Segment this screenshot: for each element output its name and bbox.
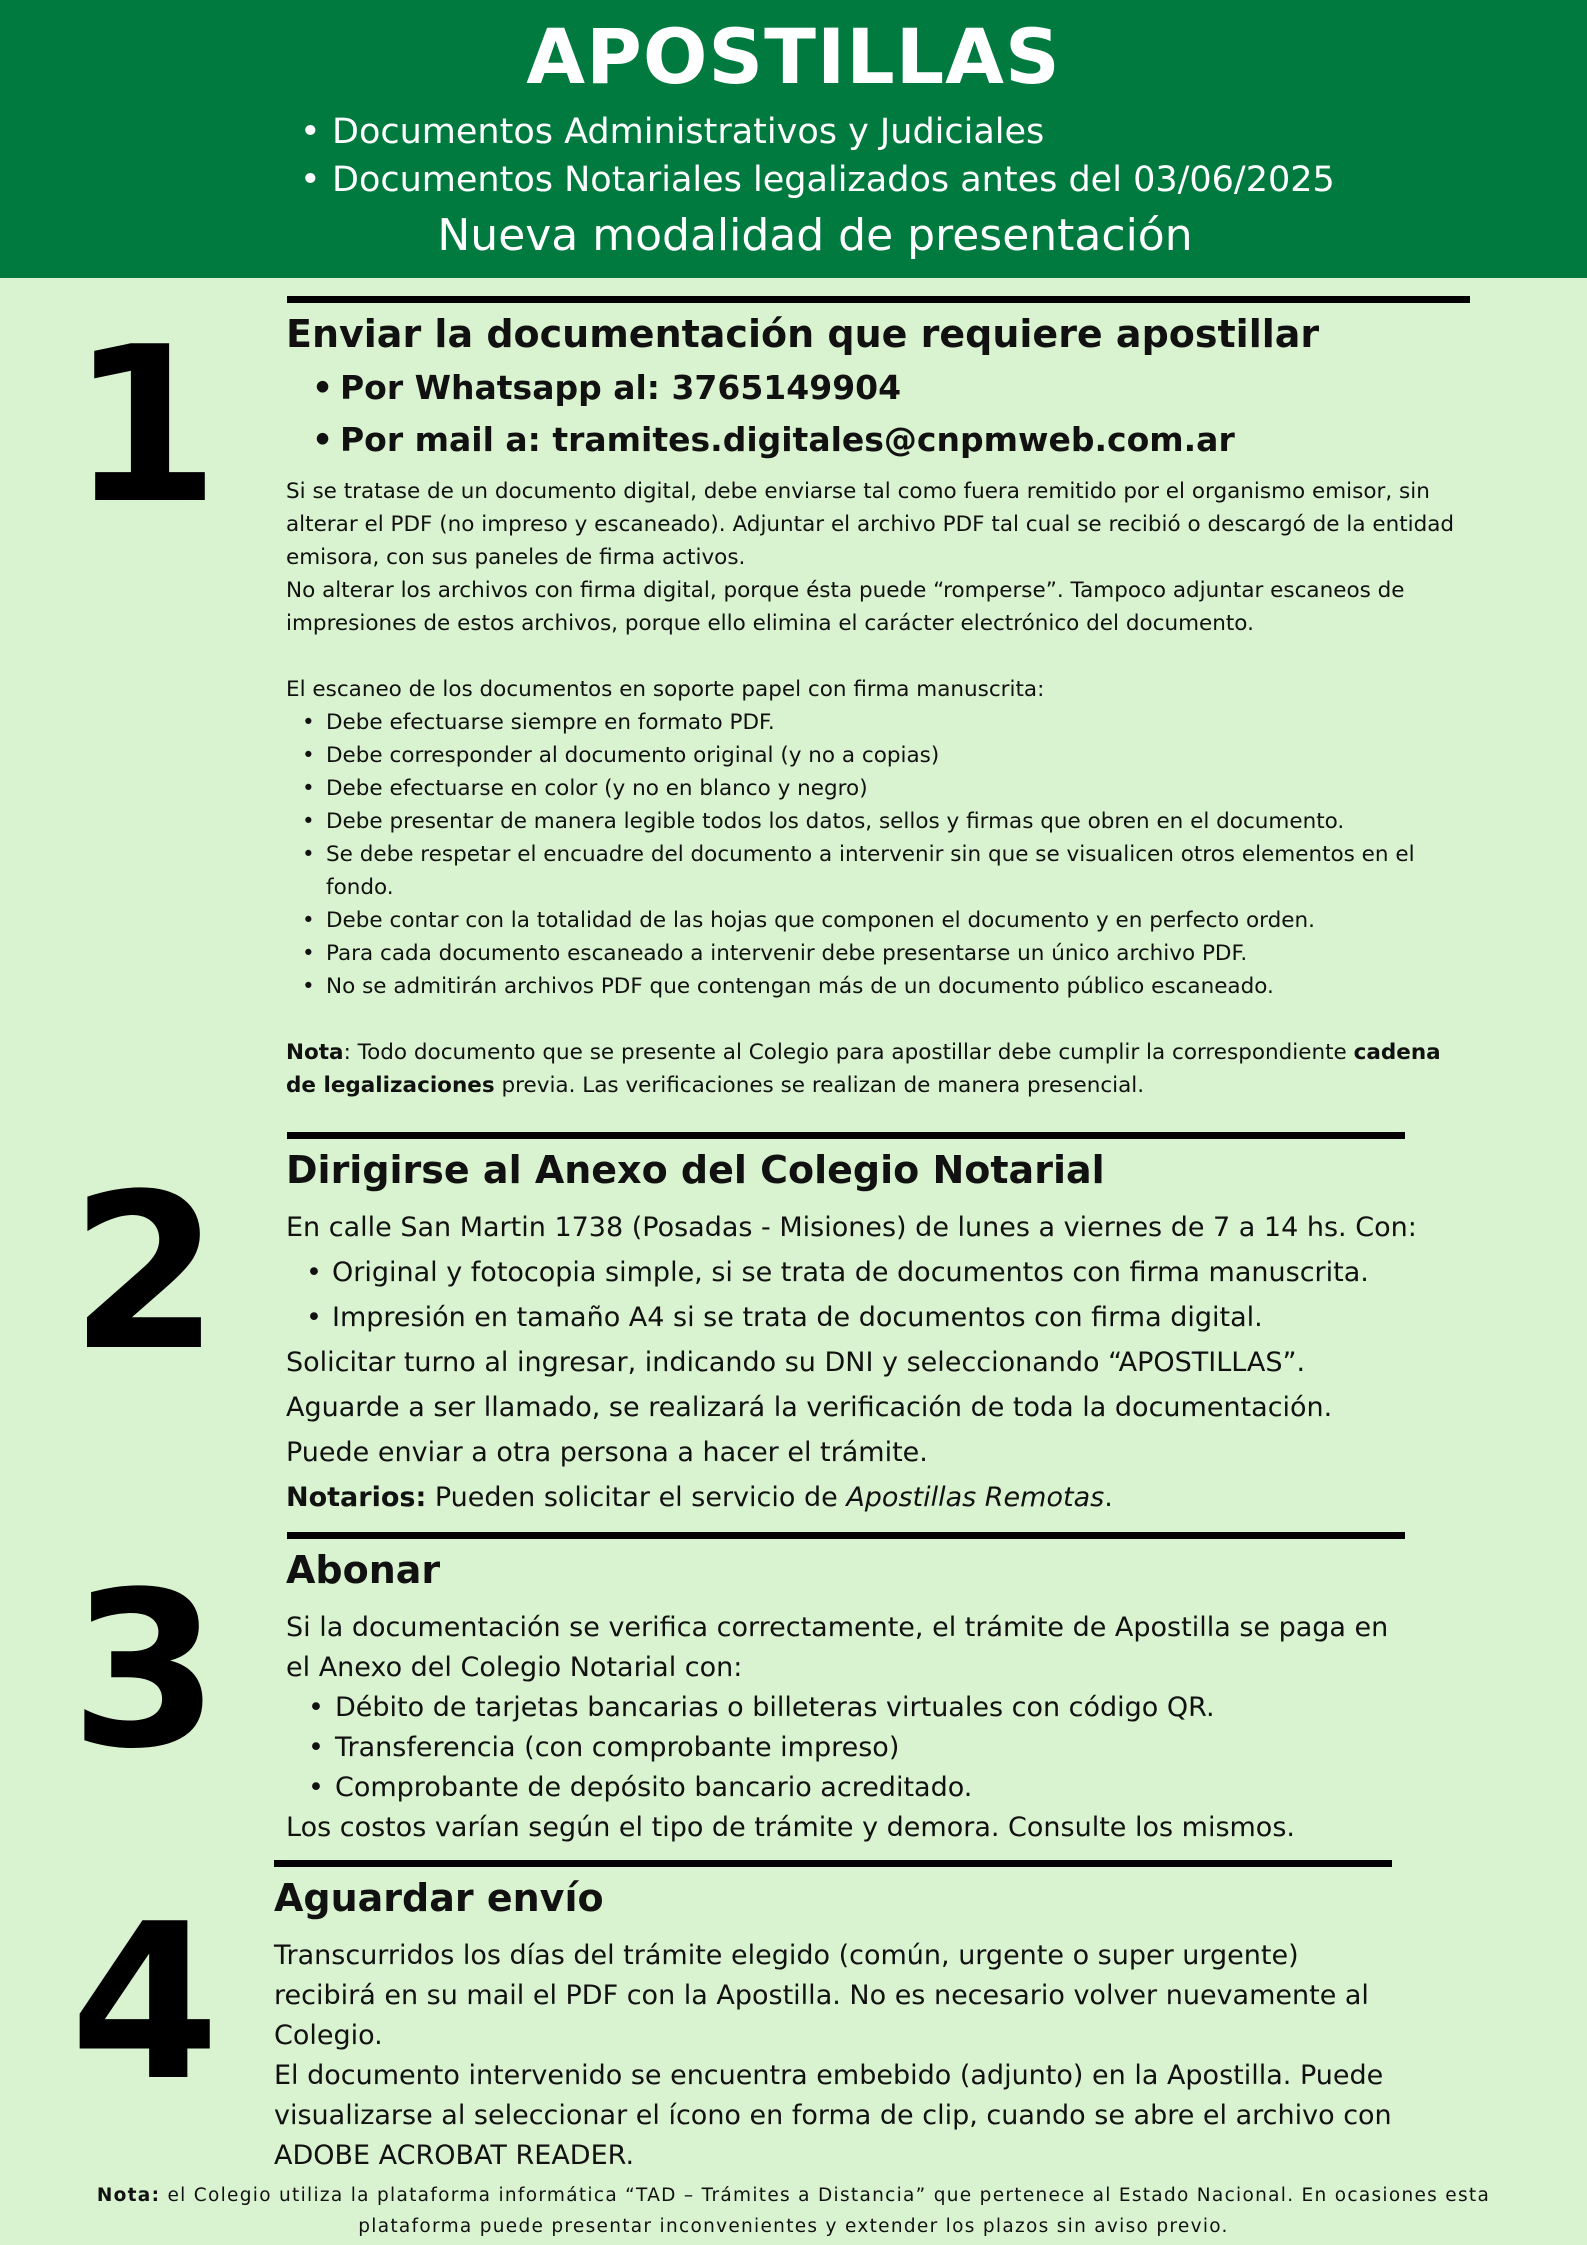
note-text: : Todo documento que se presente al Colegio para apostillar debe cumplir la correspondiente	[343, 1040, 1354, 1065]
page-subtitle: Nueva modalidad de presentación	[437, 210, 1193, 261]
step-1-note	[286, 1036, 1466, 1102]
step-3-intro: Si la documentación se verifica correctamente, el trámite de Apostilla se paga en el Anexo del Colegio Notarial con:	[286, 1612, 1389, 1683]
digital-document-paragraph: Si se tratase de un documento digital, debe enviarse tal como fuera remitido por el organismo emisor, sin alterar el PDF (no impreso y escaneado). Adjuntar el archivo PDF tal cual se recibió o descargó de la entidad emisora, con sus paneles de firma activos.	[286, 479, 1455, 570]
step-2-intro: En calle San Martin 1738 (Posadas - Misiones) de lunes a viernes de 7 a 14 hs. Con:	[286, 1212, 1417, 1243]
whatsapp-channel: • Por Whatsapp al: 3765149904	[312, 362, 1235, 414]
scan-rule: • Debe presentar de manera legible todos los datos, sellos y firmas que obren en el documento.	[286, 805, 1466, 838]
step-1-number: 1	[70, 300, 220, 551]
header-banner	[0, 0, 1587, 278]
page-title: APOSTILLAS	[526, 12, 1061, 101]
note-label: Nota	[286, 1040, 344, 1065]
step-2-line: Solicitar turno al ingresar, indicando su DNI y seleccionando “APOSTILLAS”.	[286, 1347, 1306, 1378]
footer-text: el Colegio utiliza la plataforma informática “TAD – Trámites a Distancia” que pertenece al Estado Nacional. En ocasiones esta plataforma puede presentar inconvenientes y extender los plazos sin aviso previo.	[160, 2185, 1491, 2237]
step-4-number: 4	[70, 1877, 220, 2128]
step-2-line: Aguarde a ser llamado, se realizará la verificación de toda la documentación.	[286, 1392, 1333, 1423]
scan-rule: • Debe corresponder al documento original (y no a copias)	[286, 739, 1466, 772]
scan-rule: • Para cada documento escaneado a intervenir debe presentarse un único archivo PDF.	[286, 937, 1466, 970]
step-2-item: • Impresión en tamaño A4 si se trata de documentos con firma digital.	[286, 1295, 1486, 1340]
step-3-number: 3	[70, 1545, 220, 1796]
footer-note	[40, 2180, 1547, 2242]
scan-rule: • No se admitirán archivos PDF que contengan más de un documento público escaneado.	[286, 970, 1466, 1003]
step-1-title: Enviar la documentación que requiere apostillar	[286, 312, 1320, 356]
remote-apostille-service: Apostillas Remotas	[846, 1482, 1105, 1513]
step-2-line: Puede enviar a otra persona a hacer el trámite.	[286, 1437, 928, 1468]
payment-method: • Transferencia (con comprobante impreso)	[286, 1728, 1416, 1768]
digital-signature-paragraph: No alterar los archivos con firma digital, porque ésta puede “romperse”. Tampoco adjuntar escaneos de impresiones de estos archivos, porque ello elimina el carácter electrónico del documento.	[286, 578, 1405, 636]
payment-method: • Comprobante de depósito bancario acreditado.	[286, 1768, 1416, 1808]
header-bullet: • Documentos Administrativos y Judiciales	[300, 108, 1335, 156]
notaries-line	[286, 1475, 1486, 1520]
step-2-number: 2	[70, 1147, 220, 1398]
step-1-divider	[287, 296, 1470, 303]
payment-method: • Débito de tarjetas bancarias o billeteras virtuales con código QR.	[286, 1688, 1416, 1728]
step-4-paragraph: El documento intervenido se encuentra embebido (adjunto) en la Apostilla. Puede visualizarse al seleccionar el ícono en forma de clip, cuando se abre el archivo con ADOBE ACROBAT READER.	[274, 2060, 1392, 2171]
notaries-text: Pueden solicitar el servicio de	[426, 1482, 847, 1513]
scan-intro: El escaneo de los documentos en soporte papel con firma manuscrita:	[286, 677, 1045, 702]
scan-rule: • Debe efectuarse en color (y no en blanco y negro)	[286, 772, 1466, 805]
step-4-title: Aguardar envío	[274, 1876, 604, 1920]
step-1-channel-list	[312, 362, 1235, 466]
header-bullet: • Documentos Notariales legalizados antes del 03/06/2025	[300, 156, 1335, 204]
step-1-details	[286, 475, 1466, 1102]
email-channel: • Por mail a: tramites.digitales@cnpmweb.com.ar	[312, 414, 1235, 466]
step-4-paragraph: Transcurridos los días del trámite elegido (común, urgente o super urgente) recibirá en su mail el PDF con la Apostilla. No es necesario volver nuevamente al Colegio.	[274, 1940, 1369, 2051]
header-bullet-list	[300, 108, 1335, 204]
notaries-label: Notarios:	[286, 1482, 427, 1513]
scan-rule: • Debe efectuarse siempre en formato PDF.	[286, 706, 1466, 739]
step-2-title: Dirigirse al Anexo del Colegio Notarial	[286, 1148, 1105, 1192]
note-bold: cadena de legalizaciones	[286, 1040, 1441, 1098]
footer-label: Nota:	[96, 2185, 161, 2206]
scan-rule: • Se debe respetar el encuadre del documento a intervenir sin que se visualicen otros elementos en el fondo.	[286, 838, 1466, 904]
note-end: previa. Las verificaciones se realizan de manera presencial.	[494, 1073, 1145, 1098]
step-4-details	[274, 1936, 1404, 2176]
step-2-list	[286, 1250, 1486, 1340]
scan-rule: • Debe contar con la totalidad de las hojas que componen el documento y en perfecto orden.	[286, 904, 1466, 937]
step-3-details	[286, 1608, 1416, 1848]
step-2-divider	[287, 1132, 1405, 1139]
step-3-divider	[287, 1532, 1405, 1539]
step-2-details	[286, 1205, 1486, 1520]
scan-rules-list	[286, 706, 1466, 1003]
step-3-title: Abonar	[286, 1548, 441, 1592]
step-2-item: • Original y fotocopia simple, si se trata de documentos con firma manuscrita.	[286, 1250, 1486, 1295]
payment-methods-list	[286, 1688, 1416, 1808]
step-4-divider	[274, 1860, 1392, 1867]
notaries-end: .	[1104, 1482, 1113, 1513]
step-3-outro: Los costos varían según el tipo de trámite y demora. Consulte los mismos.	[286, 1812, 1295, 1843]
